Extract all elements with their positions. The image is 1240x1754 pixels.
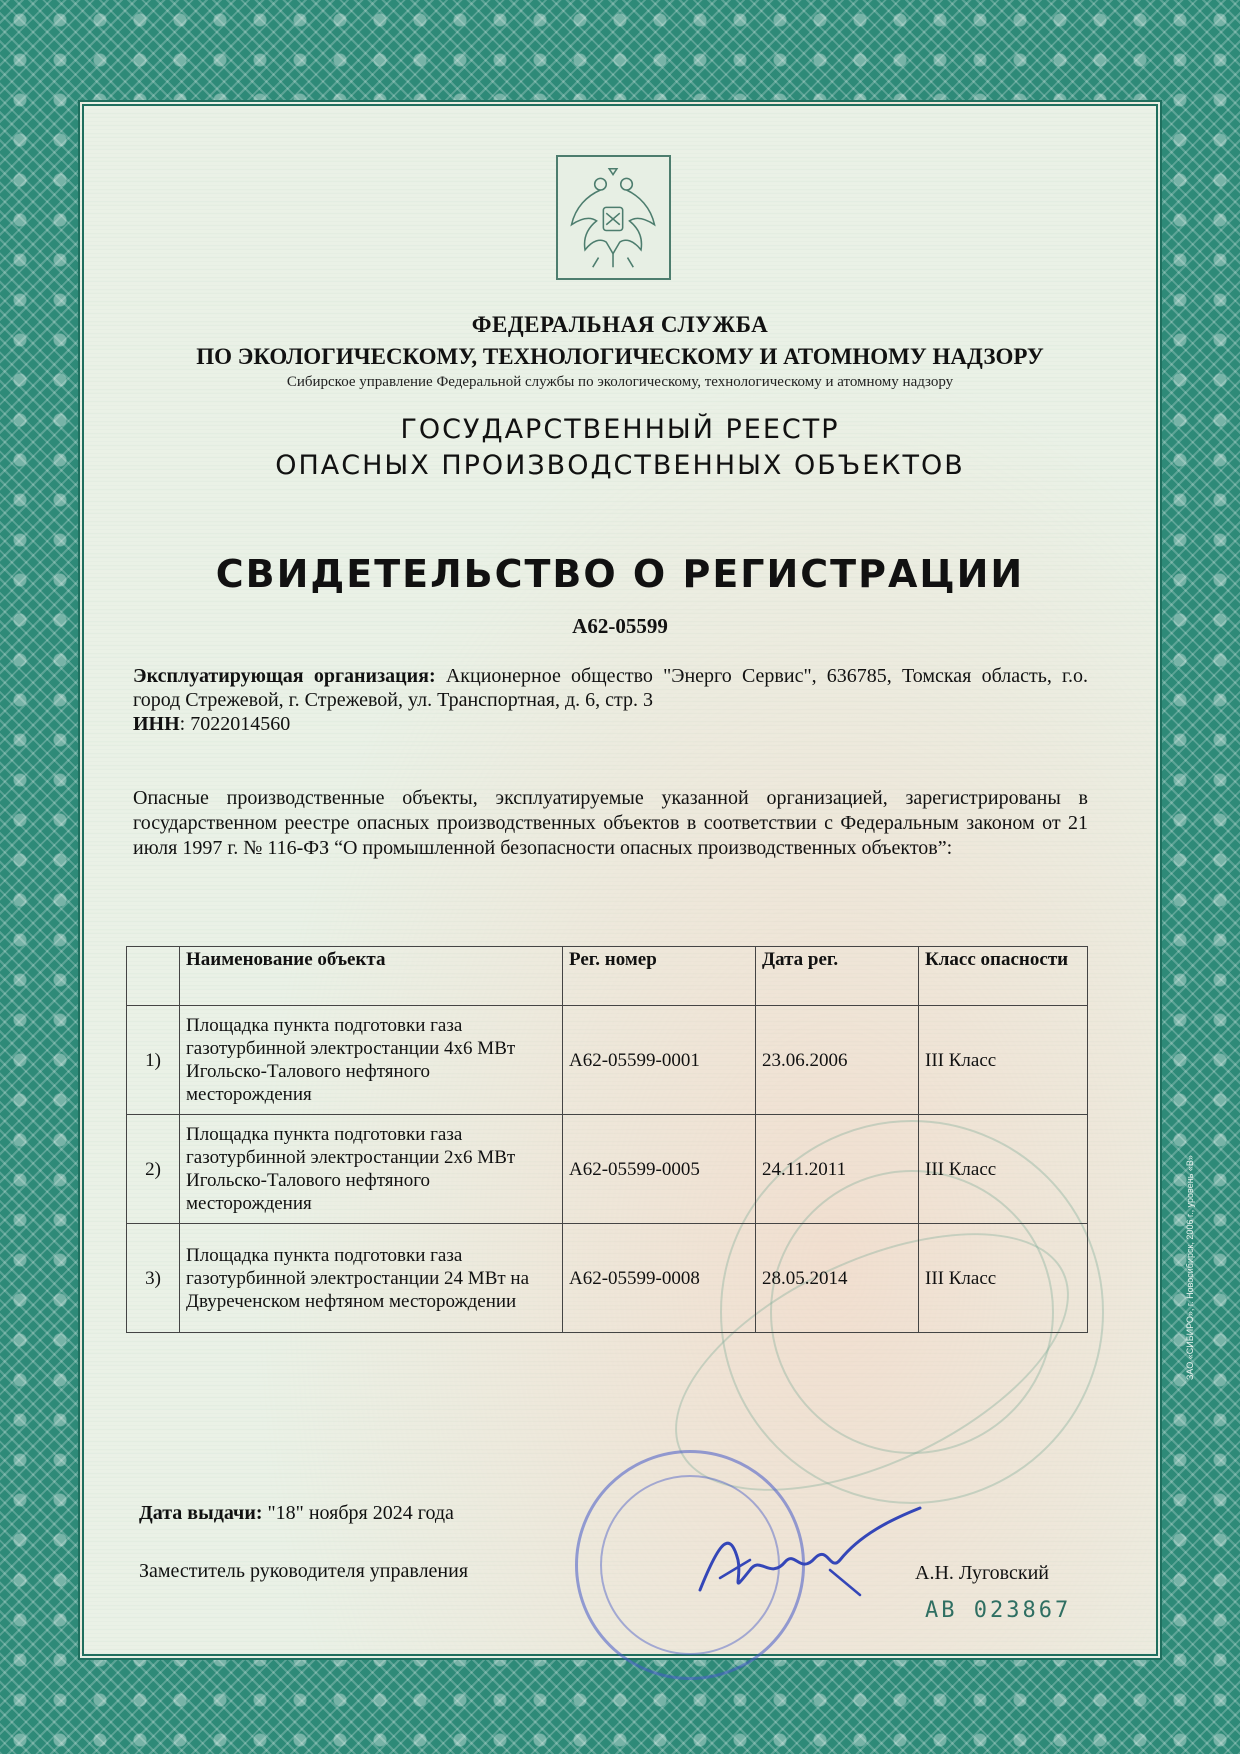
form-serial-number: АВ 023867	[925, 1598, 1072, 1623]
printer-mark: ЗАО «СИБИРО», г. Новосибирск, 2006 г., уровень «В»	[1185, 1155, 1195, 1380]
issue-date-label: Дата выдачи:	[139, 1502, 263, 1524]
header-num	[127, 947, 180, 1006]
header-class: Класс опасности	[919, 947, 1088, 1006]
signature-icon	[690, 1500, 930, 1620]
objects-table	[126, 946, 1088, 1333]
header-reg: Рег. номер	[563, 947, 756, 1006]
row-num: 1)	[127, 1006, 180, 1115]
signer-position: Заместитель руководителя управления	[139, 1560, 469, 1582]
row-name: Площадка пункта подготовки газа газотурбинной электростанции 4х6 МВт Игольско-Талового нефтяного месторождения	[180, 1006, 563, 1115]
row-class: III Класс	[919, 1224, 1088, 1333]
row-name: Площадка пункта подготовки газа газотурбинной электростанции 2х6 МВт Игольско-Талового нефтяного месторождения	[180, 1115, 563, 1224]
row-num: 2)	[127, 1115, 180, 1224]
row-date: 28.05.2014	[756, 1224, 919, 1333]
certificate-number: А62-05599	[572, 614, 668, 638]
table-row	[127, 1006, 1088, 1115]
issue-date	[139, 1502, 454, 1525]
table-row	[127, 1115, 1088, 1224]
coat-of-arms-icon	[556, 155, 671, 280]
operating-organization	[133, 664, 1088, 736]
certificate-title: СВИДЕТЕЛЬСТВО О РЕГИСТРАЦИИ	[215, 552, 1025, 596]
table-row	[127, 1224, 1088, 1333]
row-name: Площадка пункта подготовки газа газотурбинной электростанции 24 МВт на Двуреченском нефтяном месторождении	[180, 1224, 563, 1333]
row-date: 24.11.2011	[756, 1115, 919, 1224]
inn-value: : 7022014560	[179, 713, 291, 735]
table-header-row	[127, 947, 1088, 1006]
signer-name: А.Н. Луговский	[915, 1562, 1049, 1584]
organization-label: Эксплуатирующая организация:	[133, 665, 436, 687]
header-name: Наименование объекта	[180, 947, 563, 1006]
registry-title-line2: ОПАСНЫХ ПРОИЗВОДСТВЕННЫХ ОБЪЕКТОВ	[275, 450, 965, 481]
registry-title-line1: ГОСУДАРСТВЕННЫЙ РЕЕСТР	[400, 414, 840, 445]
inn-label: ИНН	[133, 713, 180, 735]
row-class: III Класс	[919, 1115, 1088, 1224]
row-reg: А62-05599-0008	[563, 1224, 756, 1333]
issue-date-value: "18" ноября 2024 года	[262, 1502, 454, 1524]
row-class: III Класс	[919, 1006, 1088, 1115]
agency-name-line2: ПО ЭКОЛОГИЧЕСКОМУ, ТЕХНОЛОГИЧЕСКОМУ И АТОМНОМУ НАДЗОРУ	[196, 344, 1044, 369]
organization-value: Акционерное общество "Энерго Сервис", 636785, Томская область, г.о. город Стрежевой, г. Стрежевой, ул. Транспортная, д. 6, стр. 3	[133, 665, 1088, 711]
row-num: 3)	[127, 1224, 180, 1333]
agency-name-line1: ФЕДЕРАЛЬНАЯ СЛУЖБА	[471, 312, 769, 337]
row-reg: А62-05599-0005	[563, 1115, 756, 1224]
row-date: 23.06.2006	[756, 1006, 919, 1115]
agency-subtitle: Сибирское управление Федеральной службы по экологическому, технологическому и атомному надзору	[286, 374, 954, 390]
row-reg: А62-05599-0001	[563, 1006, 756, 1115]
registration-description: Опасные производственные объекты, эксплуатируемые указанной организацией, зарегистрированы в государственном реестре опасных производственных объектов в соответствии с Федеральным законом от 21 июля 1997 г. № 116-ФЗ “О промышленной безопасности опасных производственных объектов”:	[133, 787, 1088, 859]
header-date: Дата рег.	[756, 947, 919, 1006]
